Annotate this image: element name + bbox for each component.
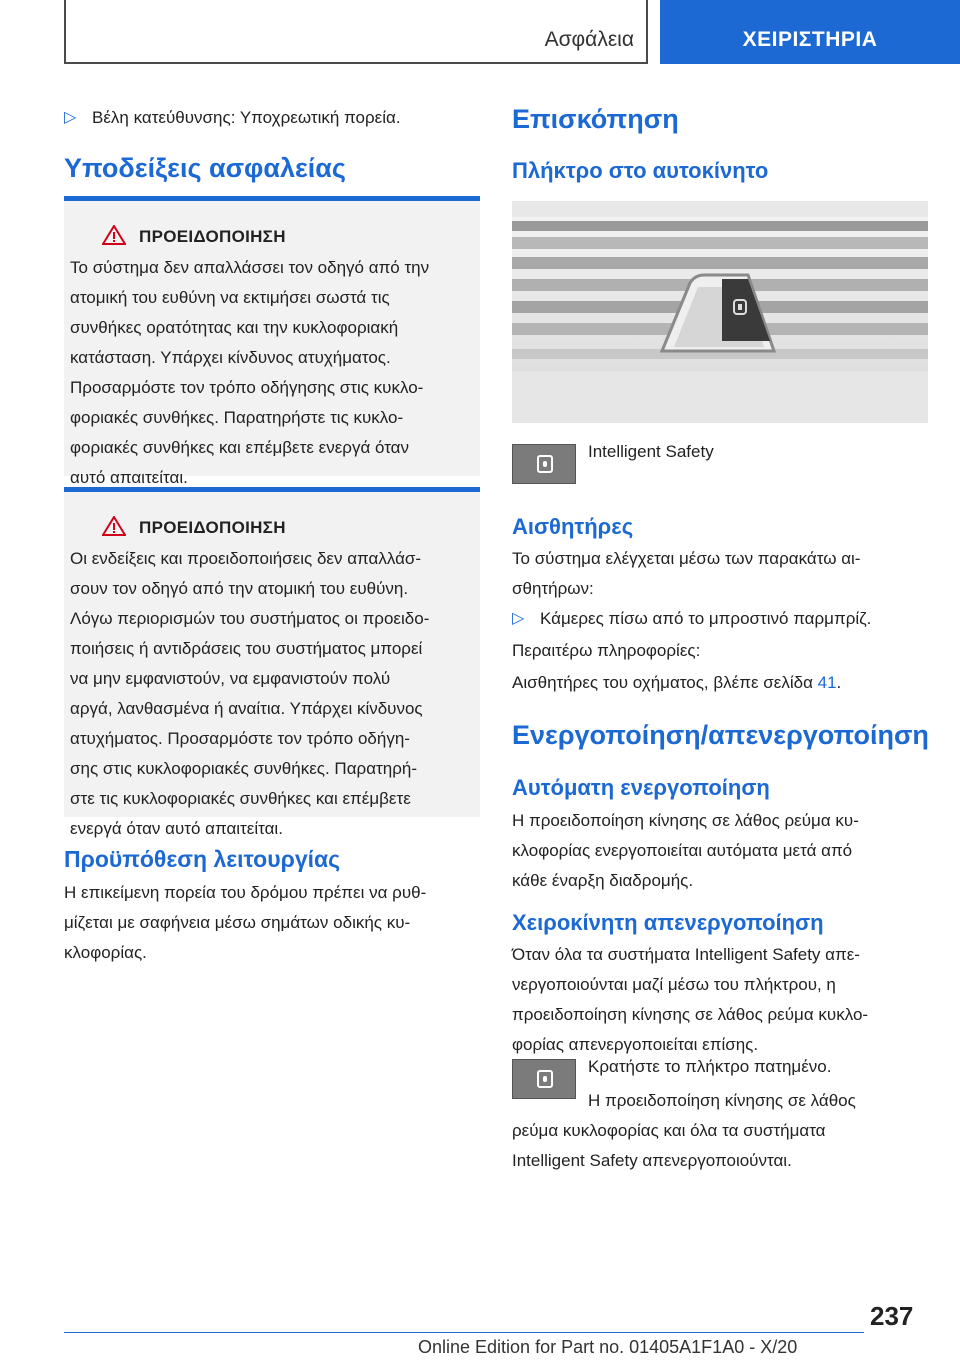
- prereq-paragraph: [64, 878, 484, 968]
- bullet-triangle-icon: ▷: [512, 610, 525, 627]
- text-line: κλοφορίας ενεργοποιείται αυτόματα μετά από: [512, 841, 853, 860]
- warning-box-1: [64, 196, 480, 487]
- text-line: Η επικείμενη πορεία του δρόμου πρέπει να ρυθ-: [64, 883, 427, 902]
- text-line: σουν τον οδηγό από την ατομική του ευθύνη.: [70, 579, 409, 598]
- header-section-box: [64, 0, 648, 64]
- heading-overview: Επισκόπηση: [512, 104, 679, 134]
- reference-end: .: [836, 673, 842, 692]
- auto-activation-paragraph: [512, 806, 932, 896]
- text-line: αυτό απαιτείται.: [70, 468, 188, 487]
- heading-activation-deactivation: Ενεργοποίηση/απενεργοποίηση: [512, 720, 929, 750]
- heading-safety-notes: Υποδείξεις ασφαλείας: [64, 153, 346, 183]
- text-line: αργά, λανθασμένα ή αναίτια. Υπάρχει κίνδυνος: [70, 699, 423, 718]
- reference-text: Αισθητήρες του οχήματος, βλέπε σελίδα: [512, 673, 818, 692]
- more-info-label: Περαιτέρω πληροφορίες:: [512, 641, 701, 660]
- button-location-photo: [512, 201, 928, 423]
- hold-button-instruction: Κρατήστε το πλήκτρο πατημένο.: [588, 1057, 832, 1076]
- warning-triangle-icon: [102, 225, 126, 245]
- manual-deactivation-paragraph: [512, 940, 932, 1060]
- heading-sensors: Αισθητήρες: [512, 514, 634, 539]
- heading-button-in-car: Πλήκτρο στο αυτοκίνητο: [512, 158, 769, 183]
- warning-title: ΠΡΟΕΙΔΟΠΟΙΗΣΗ: [139, 227, 286, 246]
- page-link-41[interactable]: 41: [817, 673, 837, 692]
- page-number: 237: [870, 1301, 914, 1331]
- warning-title: ΠΡΟΕΙΔΟΠΟΙΗΣΗ: [139, 518, 286, 537]
- text-line: ποιήσεις ή αντιδράσεις του συστήματος μπορεί: [70, 639, 423, 658]
- text-line: Intelligent Safety απενεργοποιούνται.: [512, 1151, 792, 1170]
- text-line: ενεργά όταν αυτό απαιτείται.: [70, 819, 283, 838]
- warning-text: [70, 544, 474, 844]
- warning-text: [70, 253, 474, 493]
- header-chapter-tab[interactable]: [660, 0, 960, 64]
- text-line: Όταν όλα τα συστήματα Intelligent Safety απε-: [512, 945, 860, 964]
- result-paragraph: [512, 1086, 932, 1176]
- button-label: Intelligent Safety: [588, 442, 714, 461]
- heading-manual-deactivation: Χειροκίνητη απενεργοποίηση: [512, 910, 824, 935]
- text-line: ρεύμα κυκλοφορίας και όλα τα συστήματα: [512, 1121, 826, 1140]
- text-line: κάθε έναρξη διαδρομής.: [512, 871, 694, 890]
- text-line: κλοφορίας.: [64, 943, 147, 962]
- text-line: Προσαρμόστε τον τρόπο οδήγησης στις κυκλο-: [70, 378, 424, 397]
- sensors-paragraph: [512, 544, 932, 604]
- text-line: προειδοποίηση κίνησης σε λάθος ρεύμα κυκλο-: [512, 1005, 869, 1024]
- text-line: φοριακές συνθήκες. Παρατηρήστε τις κυκλο-: [70, 408, 404, 427]
- footer-edition: Online Edition for Part no. 01405A1F1A0 - X/20: [418, 1337, 798, 1357]
- text-line: ατυχήματος. Προσαρμόστε τον τρόπο οδήγη-: [70, 729, 410, 748]
- footer-divider: [64, 1332, 864, 1333]
- text-line: ατομική του ευθύνη να εκτιμήσει σωστά τις: [70, 288, 390, 307]
- header-chapter-title: ΧΕΙΡΙΣΤΗΡΙΑ: [742, 28, 878, 51]
- text-line: να μην εμφανιστούν, να εμφανιστούν πολύ: [70, 669, 391, 688]
- text-line: Λόγω περιορισμών του συστήματος οι προειδο-: [70, 609, 430, 628]
- warning-triangle-icon: [102, 516, 126, 536]
- warning-box-2: [64, 487, 480, 838]
- text-line: Το σύστημα δεν απαλλάσσει τον οδηγό από την: [70, 258, 430, 277]
- text-line: μίζεται με σαφήνεια μέσω σημάτων οδικής κυ-: [64, 913, 411, 932]
- text-line: συνθήκες ορατότητας και την κυκλοφοριακή: [70, 318, 399, 337]
- sensors-reference: [512, 668, 841, 698]
- header-section-title: Ασφάλεια: [544, 28, 634, 51]
- text-line: Οι ενδείξεις και προειδοποιήσεις δεν απαλλάσ-: [70, 549, 422, 568]
- text-line: κατάσταση. Υπάρχει κίνδυνος ατυχήματος.: [70, 348, 391, 367]
- text-line: φοριακές συνθήκες και επέμβετε ενεργά όταν: [70, 438, 410, 457]
- text-line: νεργοποιούνται μαζί μέσω του πλήκτρου, η: [512, 975, 836, 994]
- text-line: Η προειδοποίηση κίνησης σε λάθος ρεύμα κυ-: [512, 811, 859, 830]
- heading-prerequisite: Προϋπόθεση λειτουργίας: [64, 846, 341, 872]
- bullet-triangle-icon: ▷: [64, 109, 77, 126]
- text-line: σθητήρων:: [512, 579, 594, 598]
- text-line: στε τις κυκλοφοριακές συνθήκες και επέμβετε: [70, 789, 411, 808]
- text-line: σης στις κυκλοφοριακές συνθήκες. Παρατηρή-: [70, 759, 417, 778]
- intelligent-safety-button-icon: [512, 444, 576, 484]
- heading-auto-activation: Αυτόματη ενεργοποίηση: [512, 775, 770, 800]
- text-line: Η προειδοποίηση κίνησης σε λάθος: [588, 1091, 856, 1110]
- text-line: φορίας απενεργοποιείται επίσης.: [512, 1035, 759, 1054]
- text-line: Το σύστημα ελέγχεται μέσω των παρακάτω αι-: [512, 549, 861, 568]
